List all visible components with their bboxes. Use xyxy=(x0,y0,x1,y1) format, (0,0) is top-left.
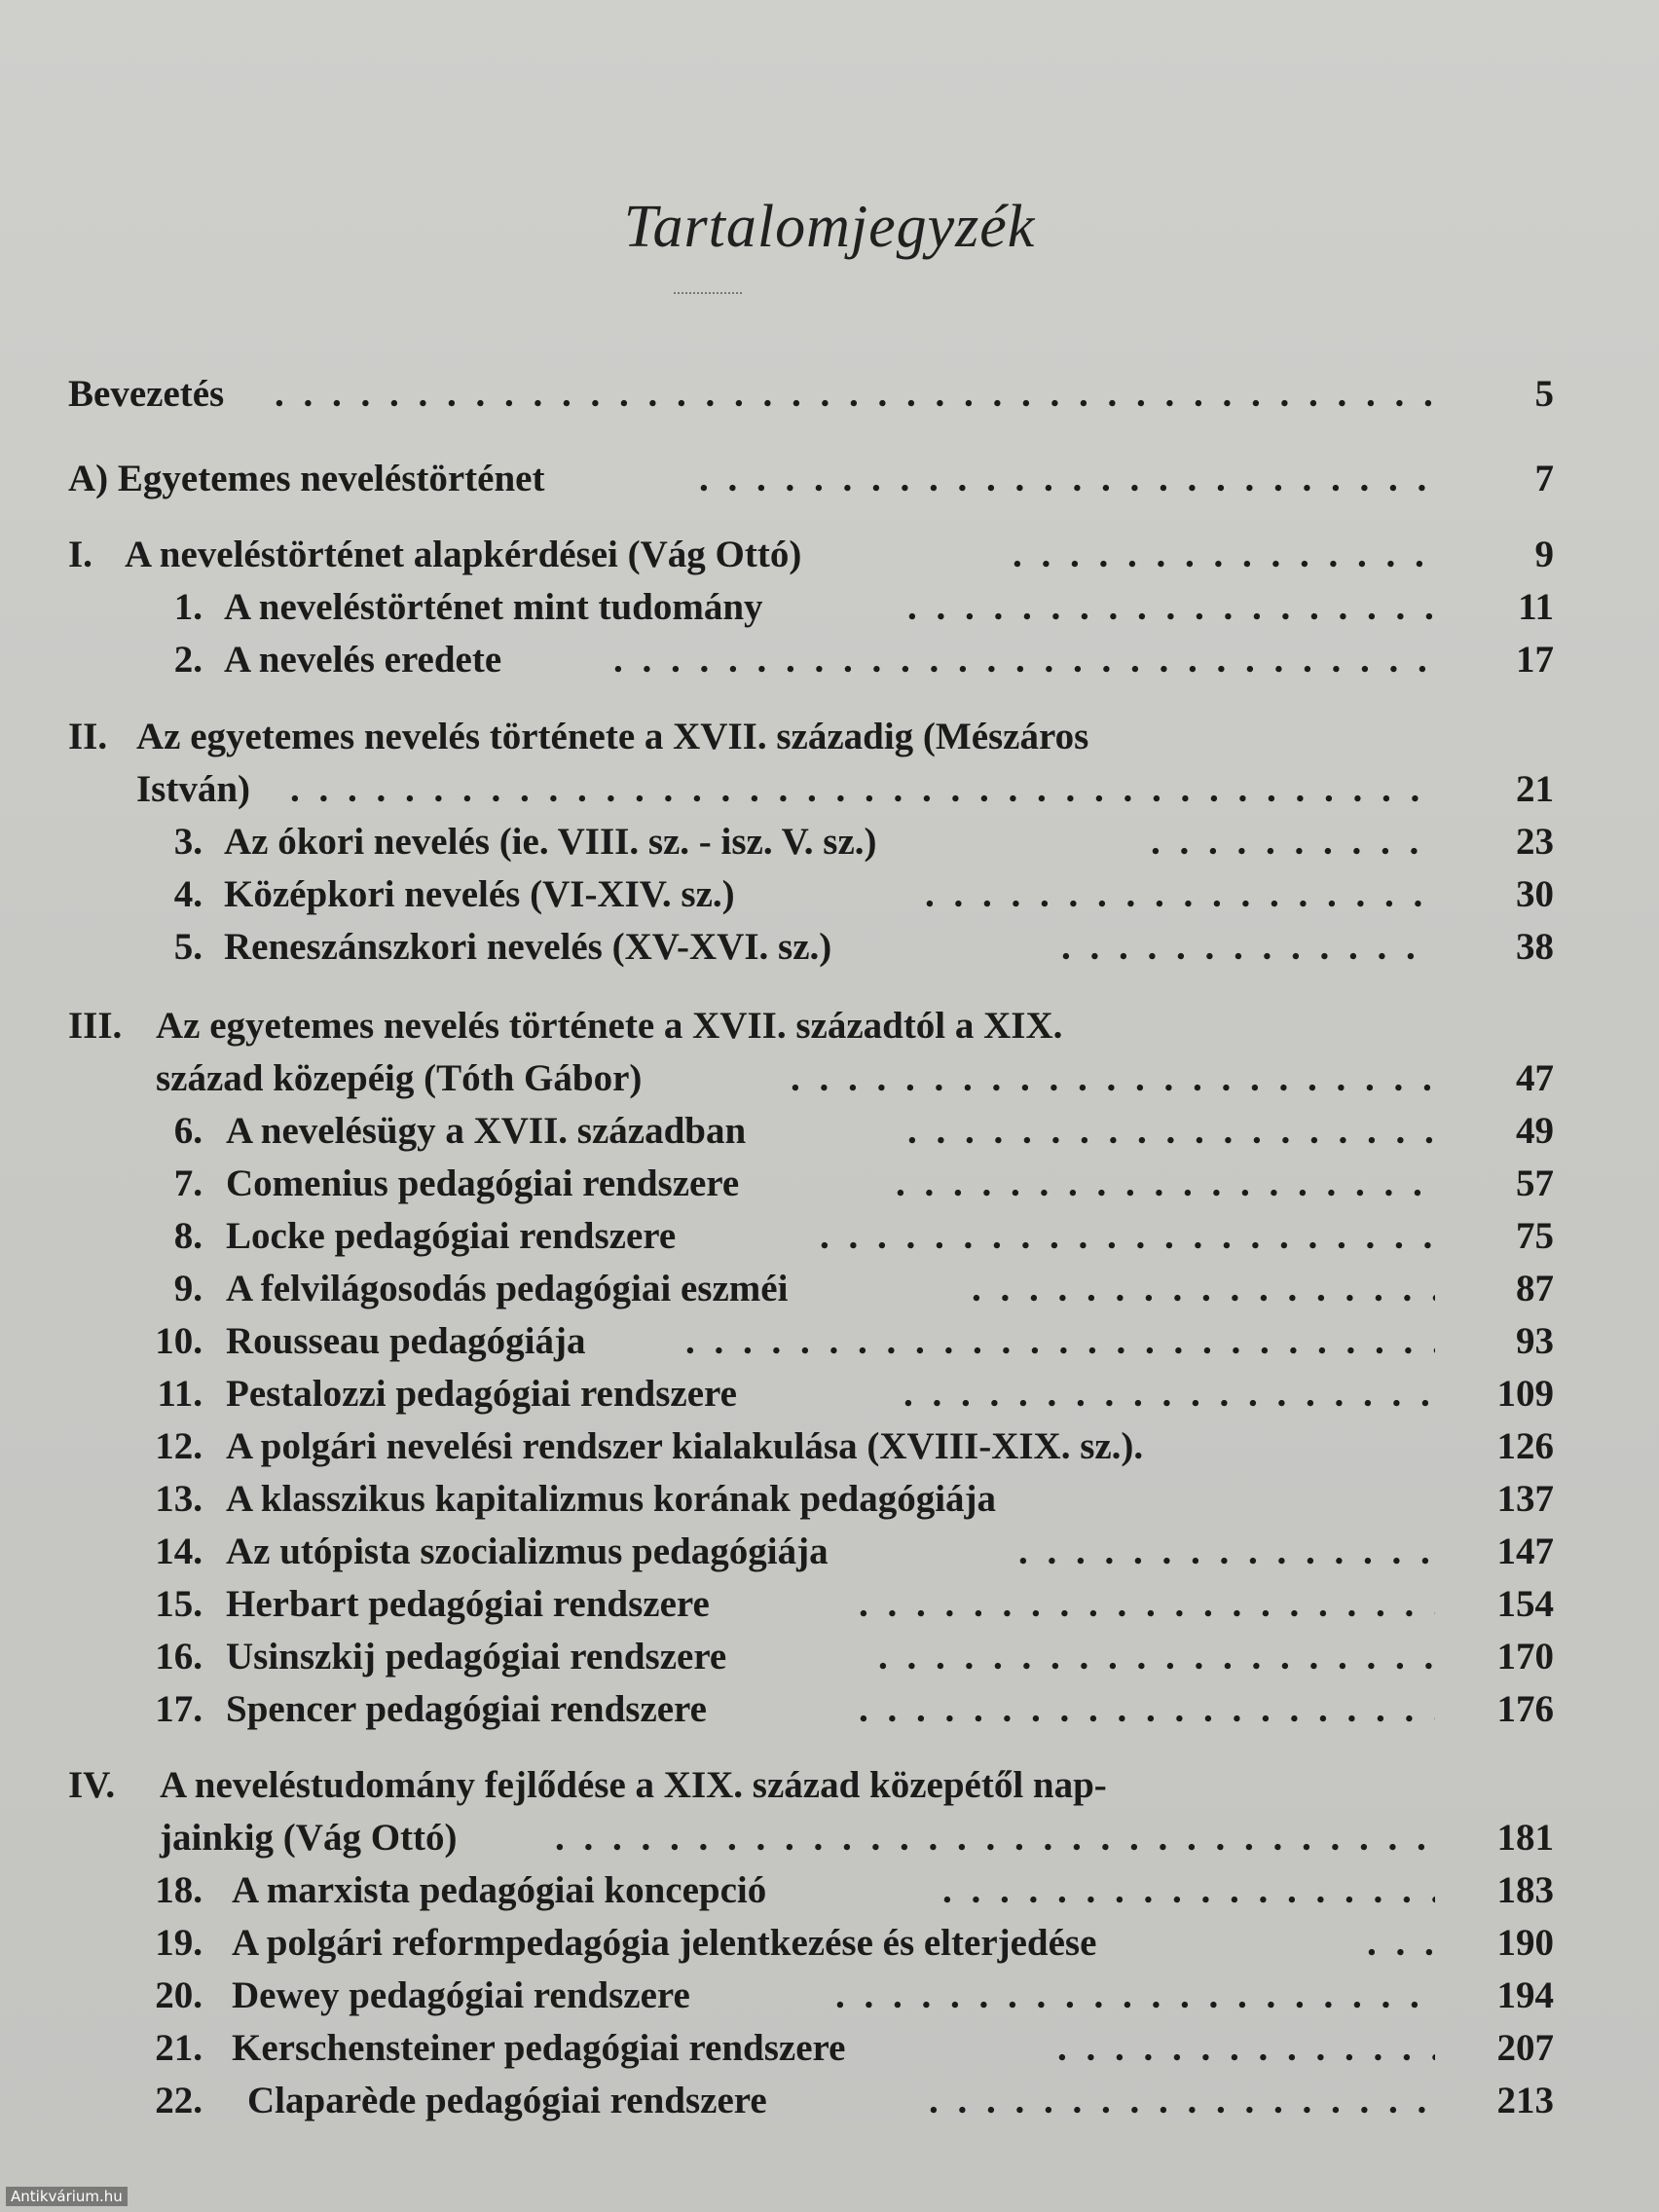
toc-chapter-number: 11. xyxy=(157,1373,203,1415)
toc-entry-title: A nevelés eredete xyxy=(224,639,502,681)
toc-chapter xyxy=(0,2075,1659,2127)
toc-chapter-number: 9. xyxy=(173,1268,203,1309)
toc-section-iv xyxy=(0,1759,1659,1812)
toc-chapter-number: 4. xyxy=(173,873,203,915)
toc-chapter-number: 16. xyxy=(155,1636,203,1677)
toc-chapter xyxy=(0,1631,1659,1683)
toc-entry-introduction xyxy=(0,368,1659,421)
toc-page-number: 21 xyxy=(1516,768,1554,810)
toc-page-number: 137 xyxy=(1496,1478,1554,1520)
toc-section-iv-continued xyxy=(0,1812,1659,1864)
toc-chapter xyxy=(0,1210,1659,1263)
toc-entry-title: A klasszikus kapitalizmus korának pedagógiája xyxy=(226,1478,997,1520)
toc-page-number: 183 xyxy=(1496,1869,1554,1911)
toc-section-number: I. xyxy=(68,534,92,575)
toc-page-number: 213 xyxy=(1496,2080,1554,2121)
toc-chapter xyxy=(0,1578,1659,1631)
toc-entry-title: Dewey pedagógiai rendszere xyxy=(232,1974,690,2016)
leader-dots xyxy=(907,581,1435,634)
toc-chapter xyxy=(0,2022,1659,2075)
toc-chapter xyxy=(0,1683,1659,1736)
toc-entry-title-continued: István) xyxy=(136,768,251,810)
toc-chapter xyxy=(0,1526,1659,1578)
toc-chapter-number: 21. xyxy=(155,2027,203,2069)
toc-entry-title: Az ókori nevelés (ie. VIII. sz. - isz. V. sz.) xyxy=(224,821,877,863)
toc-section-number: III. xyxy=(68,1005,123,1047)
leader-dots xyxy=(1013,529,1435,581)
toc-chapter-number: 18. xyxy=(155,1869,203,1911)
toc-page-number: 194 xyxy=(1496,1974,1554,2016)
leader-dots xyxy=(1151,816,1435,868)
toc-chapter xyxy=(0,581,1659,634)
toc-entry-title-continued: század közepéig (Tóth Gábor) xyxy=(156,1057,643,1099)
toc-chapter-number: 6. xyxy=(173,1110,203,1152)
leader-dots xyxy=(1061,921,1435,974)
toc-section-number: IV. xyxy=(68,1764,116,1806)
leader-dots xyxy=(1367,1917,1435,1970)
toc-entry-title: Usinszkij pedagógiai rendszere xyxy=(226,1636,727,1677)
toc-section-ii-continued xyxy=(0,763,1659,816)
leader-dots xyxy=(907,1105,1435,1158)
toc-chapter-number: 1. xyxy=(173,586,203,628)
toc-chapter xyxy=(0,921,1659,974)
toc-chapter-number: 8. xyxy=(173,1215,203,1257)
toc-entry-title: Herbart pedagógiai rendszere xyxy=(226,1583,710,1625)
leader-dots xyxy=(290,763,1435,816)
toc-chapter xyxy=(0,1158,1659,1210)
toc-entry-title: A nevelésügy a XVII. században xyxy=(226,1110,747,1152)
leader-dots xyxy=(555,1812,1435,1864)
toc-entry-title: Spencer pedagógiai rendszere xyxy=(226,1688,707,1730)
leader-dots xyxy=(942,1864,1435,1917)
toc-entry-title: Claparède pedagógiai rendszere xyxy=(247,2080,767,2121)
toc-page-number: 75 xyxy=(1516,1215,1554,1257)
toc-entry-title: Az utópista szocializmus pedagógiája xyxy=(226,1530,829,1572)
leader-dots xyxy=(1057,2022,1435,2075)
toc-page-number: 176 xyxy=(1496,1688,1554,1730)
toc-entry-title: Pestalozzi pedagógiai rendszere xyxy=(226,1373,737,1415)
toc-chapter-number: 5. xyxy=(173,926,203,968)
toc-page-number: 126 xyxy=(1496,1425,1554,1467)
toc-chapter xyxy=(0,634,1659,686)
toc-chapter xyxy=(0,1473,1659,1526)
toc-chapter-number: 15. xyxy=(155,1583,203,1625)
toc-chapter xyxy=(0,816,1659,868)
toc-chapter xyxy=(0,868,1659,921)
toc-entry-title: Az egyetemes nevelés története a XVII. századig (Mészáros xyxy=(136,716,1089,757)
toc-entry-title: A polgári nevelési rendszer kialakulása (XVIII-XIX. sz.). xyxy=(226,1425,1144,1467)
toc-chapter xyxy=(0,1864,1659,1917)
watermark: Antikvárium.hu xyxy=(6,2187,128,2206)
toc-chapter xyxy=(0,1970,1659,2022)
toc-entry-title: Comenius pedagógiai rendszere xyxy=(226,1162,740,1204)
toc-section-ii xyxy=(0,711,1659,763)
toc-entry-title: A polgári reformpedagógia jelentkezése és elterjedése xyxy=(232,1922,1097,1964)
leader-dots xyxy=(275,368,1435,421)
leader-dots xyxy=(925,868,1435,921)
toc-entry-title: Középkori nevelés (VI-XIV. sz.) xyxy=(224,873,735,915)
toc-section-i xyxy=(0,529,1659,581)
toc-page-number: 11 xyxy=(1518,586,1554,628)
toc-entry-title: A) Egyetemes neveléstörténet xyxy=(68,458,545,499)
leader-dots xyxy=(903,1368,1435,1420)
toc-page-number: 93 xyxy=(1516,1320,1554,1362)
leader-dots xyxy=(859,1578,1435,1631)
toc-entry-title: Locke pedagógiai rendszere xyxy=(226,1215,677,1257)
toc-page-number: 170 xyxy=(1496,1636,1554,1677)
leader-dots xyxy=(878,1631,1435,1683)
toc-entry-title: A neveléstörténet alapkérdései (Vág Ottó) xyxy=(125,534,802,575)
toc-entry-title: Az egyetemes nevelés története a XVII. századtól a XIX. xyxy=(156,1005,1063,1047)
toc-page-number: 181 xyxy=(1496,1817,1554,1859)
toc-entry-title: Reneszánszkori nevelés (XV-XVI. sz.) xyxy=(224,926,832,968)
toc-chapter-number: 17. xyxy=(155,1688,203,1730)
toc-page-number: 38 xyxy=(1516,926,1554,968)
toc-page-number: 47 xyxy=(1516,1057,1554,1099)
toc-page-number: 7 xyxy=(1534,458,1554,499)
toc-entry-title-continued: jainkig (Vág Ottó) xyxy=(160,1817,458,1859)
toc-page-number: 207 xyxy=(1496,2027,1554,2069)
leader-dots xyxy=(820,1210,1435,1263)
leader-dots xyxy=(1018,1526,1435,1578)
toc-page-number: 49 xyxy=(1516,1110,1554,1152)
toc-chapter xyxy=(0,1263,1659,1315)
toc-chapter-number: 10. xyxy=(155,1320,203,1362)
toc-chapter-number: 2. xyxy=(173,639,203,681)
toc-entry-title: Kerschensteiner pedagógiai rendszere xyxy=(232,2027,846,2069)
toc-chapter xyxy=(0,1105,1659,1158)
toc-entry-title: Rousseau pedagógiája xyxy=(226,1320,586,1362)
toc-page-number: 5 xyxy=(1534,373,1554,415)
toc-page-number: 147 xyxy=(1496,1530,1554,1572)
toc-entry-part-a xyxy=(0,453,1659,505)
toc-chapter-number: 14. xyxy=(155,1530,203,1572)
toc-entry-title: A neveléstudomány fejlődése a XIX. század közepétől nap- xyxy=(160,1764,1107,1806)
toc-page-number: 190 xyxy=(1496,1922,1554,1964)
title-divider xyxy=(674,292,742,294)
toc-entry-title: A neveléstörténet mint tudomány xyxy=(224,586,763,628)
toc-page-number: 17 xyxy=(1516,639,1554,681)
toc-chapter xyxy=(0,1420,1659,1473)
leader-dots xyxy=(929,2075,1435,2127)
toc-chapter xyxy=(0,1917,1659,1970)
toc-section-iii-continued xyxy=(0,1052,1659,1105)
toc-chapter xyxy=(0,1368,1659,1420)
leader-dots xyxy=(896,1158,1435,1210)
toc-entry-title: Bevezetés xyxy=(68,373,225,415)
toc-page-number: 30 xyxy=(1516,873,1554,915)
toc-chapter-number: 12. xyxy=(155,1425,203,1467)
toc-page-number: 109 xyxy=(1496,1373,1554,1415)
toc-entry-title: A marxista pedagógiai koncepció xyxy=(232,1869,767,1911)
toc-section-number: II. xyxy=(68,716,108,757)
toc-chapter-number: 22. xyxy=(155,2080,203,2121)
toc-chapter-number: 13. xyxy=(155,1478,203,1520)
toc-page-number: 154 xyxy=(1496,1583,1554,1625)
leader-dots xyxy=(685,1315,1435,1368)
toc-page-number: 9 xyxy=(1534,534,1554,575)
leader-dots xyxy=(835,1970,1435,2022)
toc-page-number: 57 xyxy=(1516,1162,1554,1204)
page-title: Tartalomjegyzék xyxy=(623,194,1036,260)
toc-chapter-number: 19. xyxy=(155,1922,203,1964)
leader-dots xyxy=(791,1052,1435,1105)
toc-chapter-number: 3. xyxy=(173,821,203,863)
toc-entry-title: A felvilágosodás pedagógiai eszméi xyxy=(226,1268,789,1309)
toc-page-number: 23 xyxy=(1516,821,1554,863)
toc-chapter xyxy=(0,1315,1659,1368)
toc-chapter-number: 20. xyxy=(155,1974,203,2016)
toc-section-iii xyxy=(0,1000,1659,1052)
leader-dots xyxy=(699,453,1435,505)
leader-dots xyxy=(859,1683,1435,1736)
toc-chapter-number: 7. xyxy=(173,1162,203,1204)
toc-page-number: 87 xyxy=(1516,1268,1554,1309)
leader-dots xyxy=(613,634,1435,686)
leader-dots xyxy=(972,1263,1435,1315)
